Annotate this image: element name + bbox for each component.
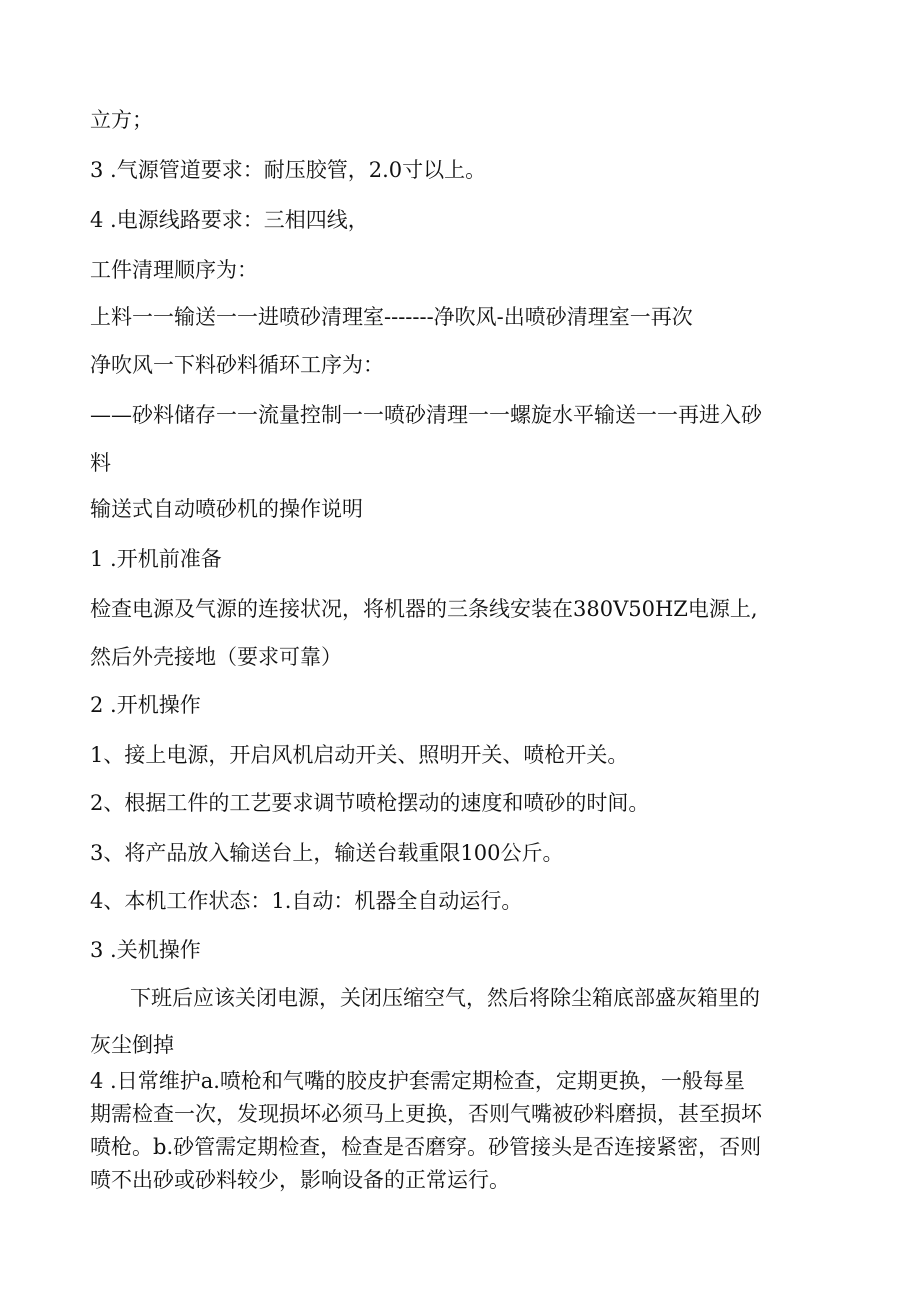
heading-shutdown: 3 .关机操作 bbox=[90, 938, 201, 962]
text-line-cube: 立方； bbox=[90, 108, 153, 132]
text-line-step-2: 2、根据工件的工艺要求调节喷枪摆动的速度和喷砂的时间。 bbox=[90, 791, 650, 815]
text-line-shutdown-2: 灰尘倒掉 bbox=[90, 1033, 174, 1057]
heading-start-operation: 2 .开机操作 bbox=[90, 693, 201, 717]
text-line-clean-order-2: 净吹风一下料砂料循环工序为： bbox=[90, 353, 384, 377]
text-line-step-4: 4、本机工作状态：1.自动：机器全自动运行。 bbox=[90, 889, 523, 913]
section-title-operation: 输送式自动喷砂机的操作说明 bbox=[90, 497, 363, 521]
text-line-maintenance-2: 期需检查一次，发现损坏必须马上更换，否则气嘴被砂料磨损，甚至损坏 bbox=[90, 1102, 762, 1126]
text-line-clean-order-1: 上料一一输送一一进喷砂清理室-------净吹风-出喷砂清理室一再次 bbox=[90, 305, 693, 329]
text-line-check-power-1: 检查电源及气源的连接状况，将机器的三条线安装在380V50HZ电源上, bbox=[90, 597, 758, 621]
text-line-maintenance-1: 4 .日常维护a.喷枪和气嘴的胶皮护套需定期检查，定期更换，一般每星 bbox=[90, 1069, 745, 1093]
text-line-power-line: 4 .电源线路要求：三相四线， bbox=[90, 208, 369, 232]
heading-pre-start: 1 .开机前准备 bbox=[90, 547, 222, 571]
text-line-step-3: 3、将产品放入输送台上，输送台载重限100公斤。 bbox=[90, 841, 564, 865]
text-line-sand-cycle-1: ——砂料储存一一流量控制一一喷砂清理一一螺旋水平输送一一再进入砂 bbox=[90, 403, 762, 427]
text-line-shutdown-1: 下班后应该关闭电源，关闭压缩空气，然后将除尘箱底部盛灰箱里的 bbox=[130, 986, 760, 1010]
text-line-clean-order-title: 工件清理顺序为： bbox=[90, 258, 258, 282]
text-line-maintenance-3: 喷枪。b.砂管需定期检查，检查是否磨穿。砂管接头是否连接紧密，否则 bbox=[90, 1135, 762, 1159]
text-line-maintenance-4: 喷不出砂或砂料较少，影响设备的正常运行。 bbox=[90, 1168, 510, 1192]
text-line-air-pipe: 3 .气源管道要求：耐压胶管，2.0寸以上。 bbox=[90, 158, 487, 182]
text-line-sand-cycle-2: 料 bbox=[90, 451, 111, 475]
text-line-check-power-2: 然后外壳接地（要求可靠） bbox=[90, 645, 342, 669]
text-line-step-1: 1、接上电源，开启风机启动开关、照明开关、喷枪开关。 bbox=[90, 743, 629, 767]
